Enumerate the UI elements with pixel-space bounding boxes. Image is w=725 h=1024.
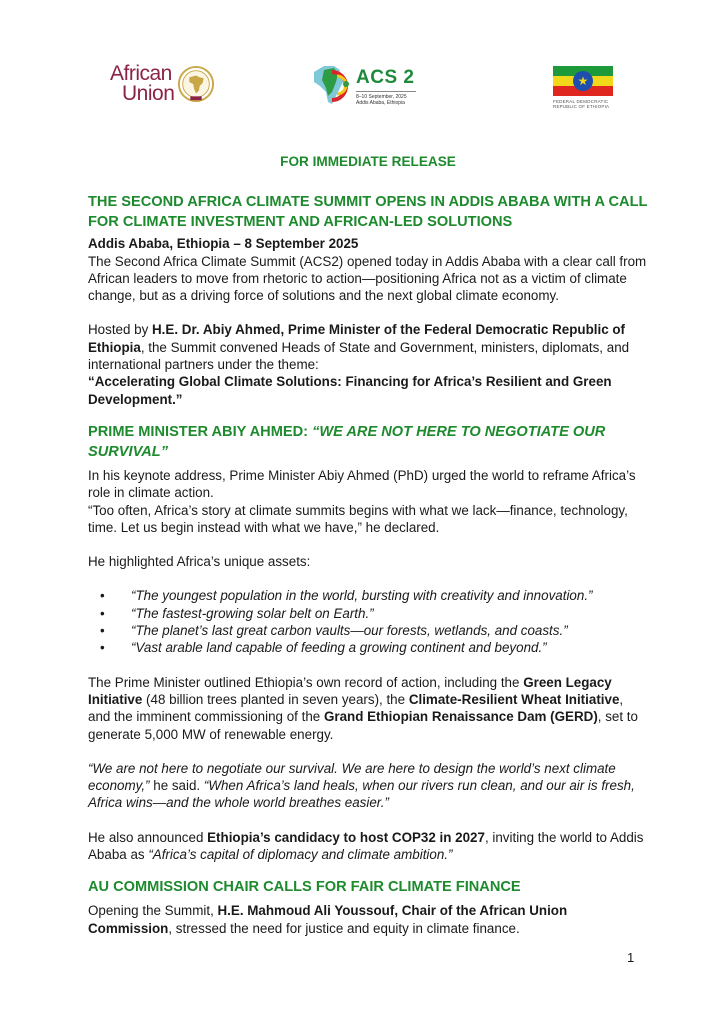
ethiopia-logo: [553, 66, 615, 109]
section-heading-pm: [88, 422, 648, 462]
header-logos: [0, 60, 725, 115]
host-name: H.E. Dr. Abiy Ahmed, Prime Minister of the Federal Democratic Republic of Ethiopia: [88, 322, 626, 355]
african-union-wordmark: [110, 64, 174, 104]
quote-part-2: “When Africa’s land heals, when our rivers run clean, and our air is fresh, Africa wins—and the whole world breathes easier.”: [88, 778, 635, 811]
heading-italic: “WE ARE NOT HERE TO NEGOTIATE OUR SURVIVAL”: [88, 423, 606, 460]
survival-quote-paragraph: [88, 760, 648, 812]
quote-attribution: he said.: [149, 778, 204, 794]
cop-text-1: He also announced: [88, 829, 208, 845]
gerd: Grand Ethiopian Renaissance Dam (GERD): [323, 709, 598, 725]
record-text-2: (48 billion trees planted in seven years), the: [142, 691, 409, 707]
keynote-paragraph: In his keynote address, Prime Minister Abiy Ahmed (PhD) urged the world to reframe Africa’s role in climate action.: [88, 467, 636, 501]
au-text-1: Opening the Summit,: [88, 903, 218, 919]
record-text-3: , and the imminent commissioning of the: [88, 691, 624, 725]
press-release-body: [88, 153, 648, 937]
record-text-4: , set to generate 5,000 MW of renewable energy.: [88, 709, 638, 742]
section-heading-au: AU COMMISSION CHAIR CALLS FOR FAIR CLIMATE FINANCE: [88, 879, 521, 896]
acs2-logo: [310, 62, 416, 108]
release-label: FOR IMMEDIATE RELEASE: [280, 154, 456, 169]
list-item: • “The fastest-growing solar belt on Earth.”: [128, 605, 648, 622]
au-chair-name: H.E. Mahmoud Ali Youssouf, Chair of the African Union Commission: [88, 903, 568, 936]
cop32-candidacy: Ethiopia’s candidacy to host COP32 in 2027: [207, 829, 485, 845]
african-union-emblem-icon: [177, 65, 215, 103]
acs2-title: ACS 2: [356, 67, 415, 88]
acs2-subtitle: [356, 91, 416, 106]
african-union-logo: [110, 64, 215, 104]
keynote-quote: “Too often, Africa’s story at climate summits begins with what we lack—finance, technology, time. Let us begin instead with what we have,” he declared.: [88, 502, 628, 535]
assets-intro: He highlighted Africa’s unique assets:: [88, 554, 311, 570]
star-emblem-icon: ★: [573, 71, 593, 91]
au-word-african: African: [110, 62, 172, 85]
hosted-paragraph: [88, 321, 648, 373]
au-chair-paragraph: [88, 902, 648, 937]
ethiopia-caption-line2: REPUBLIC OF ETHIOPIA: [553, 104, 610, 109]
wheat-initiative: Climate-Resilient Wheat Initiative: [408, 691, 620, 707]
cop-quote: “Africa’s capital of diplomacy and climate ambition.”: [148, 847, 453, 863]
au-word-union: Union: [122, 82, 175, 105]
quote-part-1: “We are not here to negotiate our survival. We are here to design the world’s next climate economy,”: [88, 760, 616, 794]
heading-plain: PRIME MINISTER ABIY AHMED:: [88, 423, 313, 440]
cop32-paragraph: [88, 829, 648, 864]
theme-text: “Accelerating Global Climate Solutions: Financing for Africa’s Resilient and Green Development.”: [88, 374, 612, 407]
list-item: • “The planet’s last great carbon vaults—our forests, wetlands, and coasts.”: [128, 622, 648, 639]
hosted-post: , the Summit convened Heads of State and Government, ministers, diplomats, and international partners under the theme:: [88, 339, 630, 373]
list-item: • “The youngest population in the world, bursting with creativity and innovation.”: [128, 587, 648, 604]
assets-list: [88, 587, 648, 656]
au-text-2: , stressed the need for justice and equity in climate finance.: [168, 920, 520, 936]
document-title: THE SECOND AFRICA CLIMATE SUMMIT OPENS IN ADDIS ABABA WITH A CALL FOR CLIMATE INVESTMENT AND AFRICAN-LED SOLUTIONS: [88, 194, 648, 231]
list-item: • “Vast arable land capable of feeding a growing continent and beyond.”: [128, 639, 648, 656]
summit-theme: [88, 373, 648, 408]
record-paragraph: [88, 674, 648, 743]
ethiopia-caption: [553, 99, 615, 109]
acs2-location: Addis Ababa, Ethiopia: [356, 100, 405, 106]
page-number: 1: [627, 950, 635, 965]
ethiopia-flag-icon: [553, 66, 613, 96]
cop-text-2: , inviting the world to Addis Ababa as: [88, 829, 644, 863]
acs2-dates: 8–10 September, 2025: [356, 94, 407, 100]
intro-paragraph: The Second Africa Climate Summit (ACS2) opened today in Addis Ababa with a clear call from African leaders to move from rhetoric to action—positioning Africa not as a victim of climate change, but as a driving force of solutions and the next global climate economy.: [88, 253, 647, 304]
hosted-pre: Hosted by: [88, 322, 153, 338]
ethiopia-caption-line1: FEDERAL DEMOCRATIC: [553, 99, 609, 104]
record-text-1: The Prime Minister outlined Ethiopia’s own record of action, including the: [88, 674, 524, 690]
dateline: Addis Ababa, Ethiopia – 8 September 2025: [88, 236, 359, 252]
green-legacy-initiative: Green Legacy Initiative: [88, 674, 612, 707]
africa-map-icon: [310, 62, 352, 108]
